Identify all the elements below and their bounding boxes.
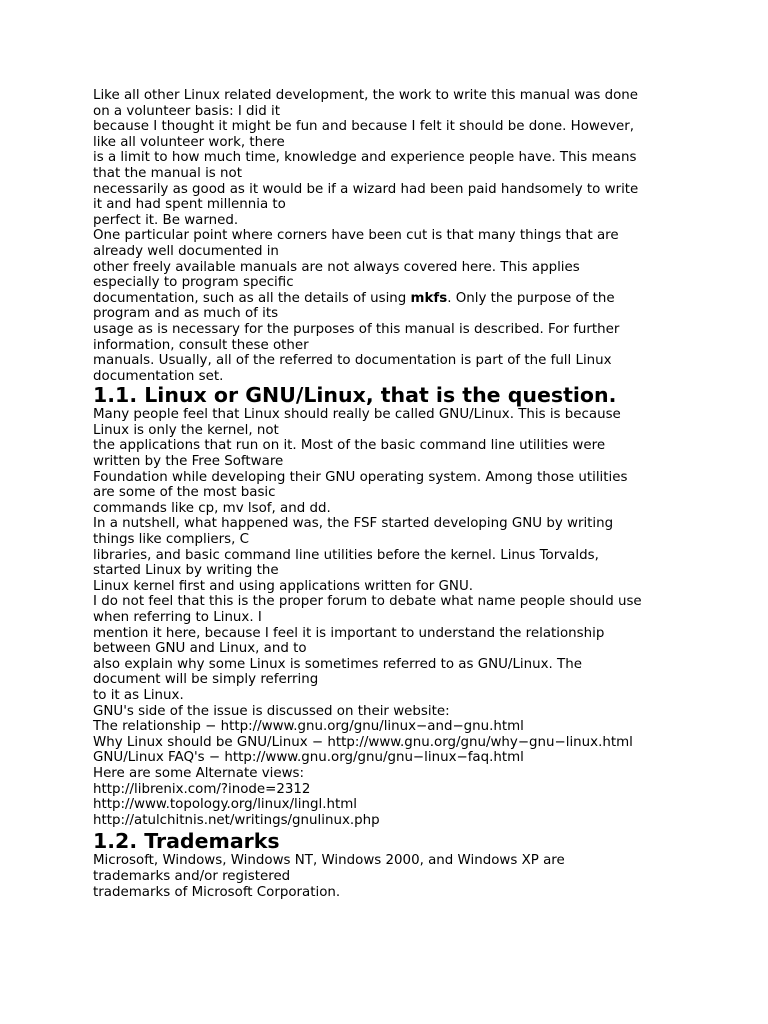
text-line: information, consult these other	[93, 337, 309, 353]
section-trademarks	[93, 829, 685, 900]
text-line: started Linux by writing the	[93, 563, 279, 579]
text-segment: documentation, such as all the details of using	[93, 290, 411, 306]
text-line: trademarks of Microsoft Corporation.	[93, 884, 341, 900]
text-line: Here are some Alternate views:	[93, 765, 305, 781]
text-line: written by the Free Software	[93, 454, 284, 470]
text-line: libraries, and basic command line utilities before the kernel. Linus Torvalds,	[93, 547, 599, 563]
text-line: document will be simply referring	[93, 672, 319, 688]
text-line: I do not feel that this is the proper forum to debate what name people should use	[93, 594, 642, 610]
text-line: mention it here, because I feel it is important to understand the relationship	[93, 625, 605, 641]
text-line: Like all other Linux related development, the work to write this manual was done	[93, 88, 639, 103]
text-line: the applications that run on it. Most of the basic command line utilities were	[93, 438, 606, 454]
document-page	[93, 88, 685, 900]
text-segment: . Only the purpose of the	[447, 290, 615, 306]
text-line: like all volunteer work, there	[93, 134, 285, 150]
text-line: also explain why some Linux is sometimes referred to as GNU/Linux. The	[93, 656, 582, 672]
text-line: Linux kernel first and using applications written for GNU.	[93, 578, 473, 594]
text-line: necessarily as good as it would be if a wizard had been paid handsomely to write	[93, 181, 639, 197]
url-line: http://librenix.com/?inode=2312	[93, 781, 311, 797]
text-line: it and had spent millennia to	[93, 197, 286, 213]
url-line: GNU/Linux FAQ's − http://www.gnu.org/gnu/gnu−linux−faq.html	[93, 750, 524, 766]
text-line: usage as is necessary for the purposes of this manual is described. For further	[93, 321, 620, 337]
section-heading: 1.1. Linux or GNU/Linux, that is the question.	[93, 383, 617, 408]
url-line: http://atulchitnis.net/writings/gnulinux.php	[93, 812, 380, 828]
text-line: manuals. Usually, all of the referred to documentation is part of the full Linux	[93, 353, 612, 369]
text-line: because I thought it might be fun and because I felt it should be done. However,	[93, 119, 635, 135]
text-line: when referring to Linux. I	[93, 610, 262, 625]
text-line: that the manual is not	[93, 165, 242, 181]
text-line: One particular point where corners have been cut is that many things that are	[93, 228, 619, 244]
text-line: documentation set.	[93, 368, 224, 384]
text-line: other freely available manuals are not always covered here. This applies	[93, 259, 580, 275]
text-line: is a limit to how much time, knowledge and experience people have. This means	[93, 150, 637, 166]
text-line: perfect it. Be warned.	[93, 212, 239, 228]
text-line: things like compliers, C	[93, 532, 250, 548]
text-line: on a volunteer basis: I did it	[93, 103, 280, 119]
text-line: especially to program specific	[93, 275, 294, 291]
mkfs-text-line	[93, 291, 685, 307]
text-line: are some of the most basic	[93, 485, 276, 501]
url-line: Why Linux should be GNU/Linux − http://www.gnu.org/gnu/why−gnu−linux.html	[93, 734, 633, 750]
text-line: already well documented in	[93, 243, 279, 259]
url-line: http://www.topology.org/linux/lingl.html	[93, 797, 357, 813]
text-line: In a nutshell, what happened was, the FSF started developing GNU by writing	[93, 516, 614, 532]
text-line: Many people feel that Linux should really be called GNU/Linux. This is because	[93, 407, 621, 423]
text-line: Foundation while developing their GNU operating system. Among those utilities	[93, 469, 628, 485]
text-line: GNU's side of the issue is discussed on their website:	[93, 703, 450, 719]
text-line: Linux is only the kernel, not	[93, 422, 279, 438]
text-line: to it as Linux.	[93, 687, 184, 703]
text-line: trademarks and/or registered	[93, 868, 291, 884]
mkfs-command: mkfs	[410, 290, 448, 306]
section-heading: 1.2. Trademarks	[93, 829, 280, 854]
intro-section	[93, 88, 685, 384]
text-line: between GNU and Linux, and to	[93, 641, 307, 657]
text-line: Microsoft, Windows, Windows NT, Windows 2000, and Windows XP are	[93, 853, 565, 869]
section-linux-or-gnu-linux	[93, 383, 685, 828]
text-line: program and as much of its	[93, 306, 279, 322]
text-line: commands like cp, mv lsof, and dd.	[93, 500, 331, 516]
url-line: The relationship − http://www.gnu.org/gnu/linux−and−gnu.html	[93, 719, 524, 735]
